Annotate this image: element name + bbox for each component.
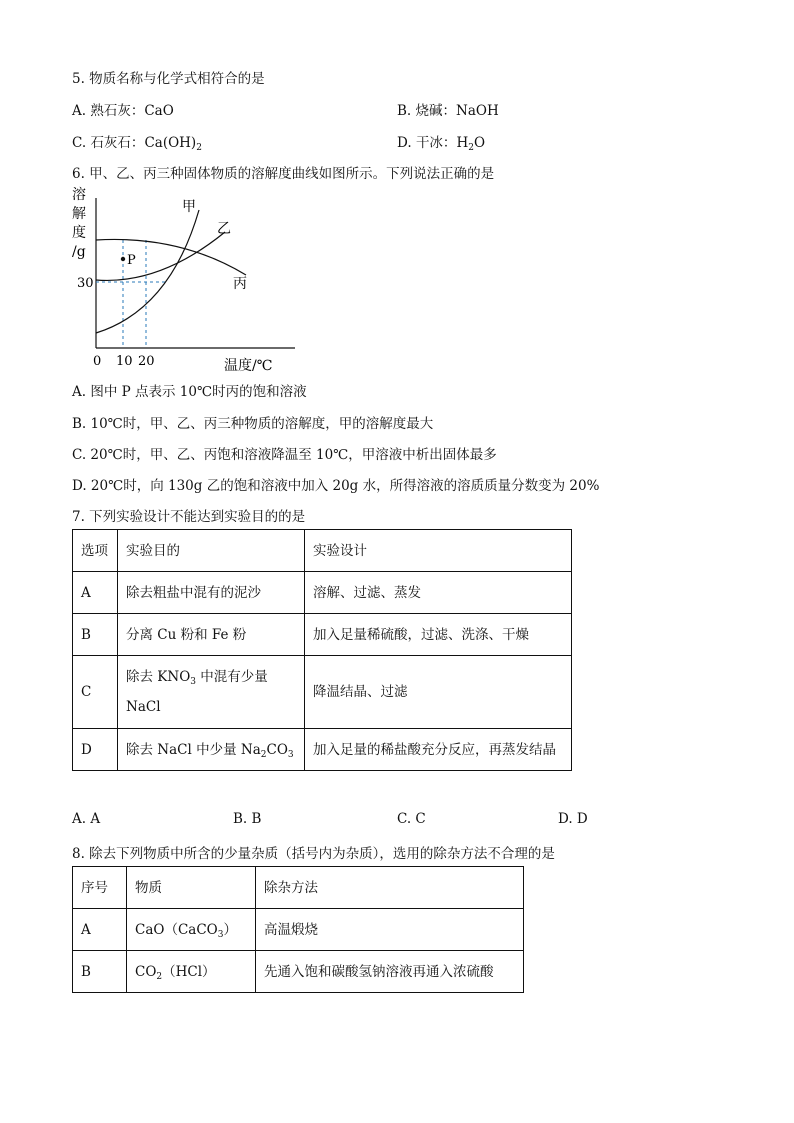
design-cell: 降温结晶、过滤	[305, 656, 572, 729]
option-name: 干冰：	[415, 135, 457, 151]
goal-cell: 除去粗盐中混有的泥沙	[118, 572, 305, 614]
option-cell: B	[73, 614, 118, 656]
point-p-label: P	[127, 253, 136, 268]
q5-option-c	[72, 131, 202, 151]
subscript: 2	[260, 749, 267, 760]
option-label: A.	[72, 103, 91, 119]
subscript: 3	[287, 749, 294, 760]
substance-text: CaO（CaCO	[135, 921, 218, 938]
goal-cell	[118, 729, 305, 771]
goal-text: 中混有少量	[196, 669, 268, 685]
q5-option-a	[72, 99, 174, 119]
table-row	[73, 656, 572, 729]
q6-option-d: D. 20℃时，向 130g 乙的饱和溶液中加入 20g 水，所得溶液的溶质质量分数变为 20%	[72, 478, 600, 494]
goal-text: 除去 KNO	[126, 669, 191, 685]
option-cell: B	[73, 951, 127, 993]
curve-label-yi: 乙	[217, 221, 231, 237]
header-cell: 选项	[73, 530, 118, 572]
formula: NaOH	[456, 103, 499, 119]
goal-cell	[118, 656, 305, 729]
option-cell: C	[73, 656, 118, 729]
x-axis-label: 温度/℃	[224, 358, 273, 374]
x-tick-10: 10	[116, 354, 133, 369]
subscript: 3	[217, 929, 224, 940]
subscript: 2	[196, 143, 202, 153]
q7-stem: 7. 下列实验设计不能达到实验目的的是	[72, 509, 306, 525]
header-cell: 物质	[127, 867, 256, 909]
table-row	[73, 614, 572, 656]
formula: O	[473, 135, 486, 151]
table-row	[73, 572, 572, 614]
q7-answer-d: D. D	[558, 811, 588, 827]
q6-option-c: C. 20℃时，甲、乙、丙饱和溶液降温至 10℃，甲溶液中析出固体最多	[72, 447, 497, 463]
goal-text: 除去 NaCl 中少量 Na	[126, 741, 261, 758]
formula: Ca(OH)	[144, 135, 197, 151]
q7-answer-b: B. B	[233, 811, 262, 827]
substance-cell	[127, 951, 256, 993]
q5-option-d	[397, 131, 485, 151]
design-cell: 溶解、过滤、蒸发	[305, 572, 572, 614]
y-axis-label-1: 溶	[72, 187, 86, 203]
table-header-row	[73, 530, 572, 572]
option-cell: A	[73, 909, 127, 951]
x-tick-20: 20	[138, 354, 155, 369]
y-tick-30: 30	[77, 276, 94, 291]
substance-text: （HCl）	[162, 963, 216, 980]
q5-option-b	[397, 99, 499, 119]
q8-table	[72, 866, 524, 993]
x-tick-0: 0	[93, 354, 102, 369]
table-row	[73, 729, 572, 771]
table-header-row	[73, 867, 524, 909]
subscript: 2	[468, 143, 474, 153]
solubility-curve-figure	[60, 180, 300, 380]
table-row	[73, 951, 524, 993]
option-label: C.	[72, 135, 91, 151]
option-name: 烧碱：	[415, 103, 457, 119]
design-cell: 加入足量的稀盐酸充分反应，再蒸发结晶	[305, 729, 572, 771]
method-cell: 高温煅烧	[256, 909, 524, 951]
goal-cell: 分离 Cu 粉和 Fe 粉	[118, 614, 305, 656]
option-label: B.	[397, 103, 416, 119]
option-name: 石灰石：	[90, 135, 145, 151]
substance-text: CO	[135, 963, 157, 980]
table-row	[73, 909, 524, 951]
subscript: 3	[190, 677, 196, 687]
subscript: 2	[156, 971, 163, 982]
option-cell: A	[73, 572, 118, 614]
curve-bing	[96, 239, 246, 275]
point-p	[121, 257, 125, 261]
header-cell: 序号	[73, 867, 127, 909]
header-cell: 实验设计	[305, 530, 572, 572]
option-name: 熟石灰：	[90, 103, 145, 119]
option-label: D.	[397, 135, 416, 151]
y-axis-label-4: /g	[72, 244, 86, 260]
q8-stem: 8. 除去下列物质中所含的少量杂质（括号内为杂质），选用的除杂方法不合理的是	[72, 846, 555, 862]
goal-text: CO	[266, 741, 288, 758]
header-cell: 除杂方法	[256, 867, 524, 909]
q5-stem: 5. 物质名称与化学式相符合的是	[72, 71, 265, 87]
formula: CaO	[144, 103, 174, 119]
option-cell: D	[73, 729, 118, 771]
design-cell: 加入足量稀硫酸，过滤、洗涤、干燥	[305, 614, 572, 656]
y-axis-label-2: 解	[72, 206, 86, 222]
q6-option-a: A. 图中 P 点表示 10℃时丙的饱和溶液	[72, 384, 307, 400]
goal-text: NaCl	[126, 699, 161, 715]
q7-answer-a: A. A	[72, 811, 101, 827]
q7-answer-c: C. C	[397, 811, 426, 827]
y-axis-label-3: 度	[72, 225, 86, 241]
formula: H	[456, 135, 469, 151]
q6-option-b: B. 10℃时，甲、乙、丙三种物质的溶解度，甲的溶解度最大	[72, 416, 434, 432]
method-cell: 先通入饱和碳酸氢钠溶液再通入浓硫酸	[256, 951, 524, 993]
header-cell: 实验目的	[118, 530, 305, 572]
curve-jia	[96, 210, 199, 333]
q6-stem: 6. 甲、乙、丙三种固体物质的溶解度曲线如图所示。下列说法正确的是	[72, 166, 495, 182]
curve-label-jia: 甲	[182, 199, 196, 215]
q7-table	[72, 529, 572, 771]
substance-cell	[127, 909, 256, 951]
substance-text: ）	[223, 921, 237, 938]
curve-label-bing: 丙	[233, 276, 247, 292]
